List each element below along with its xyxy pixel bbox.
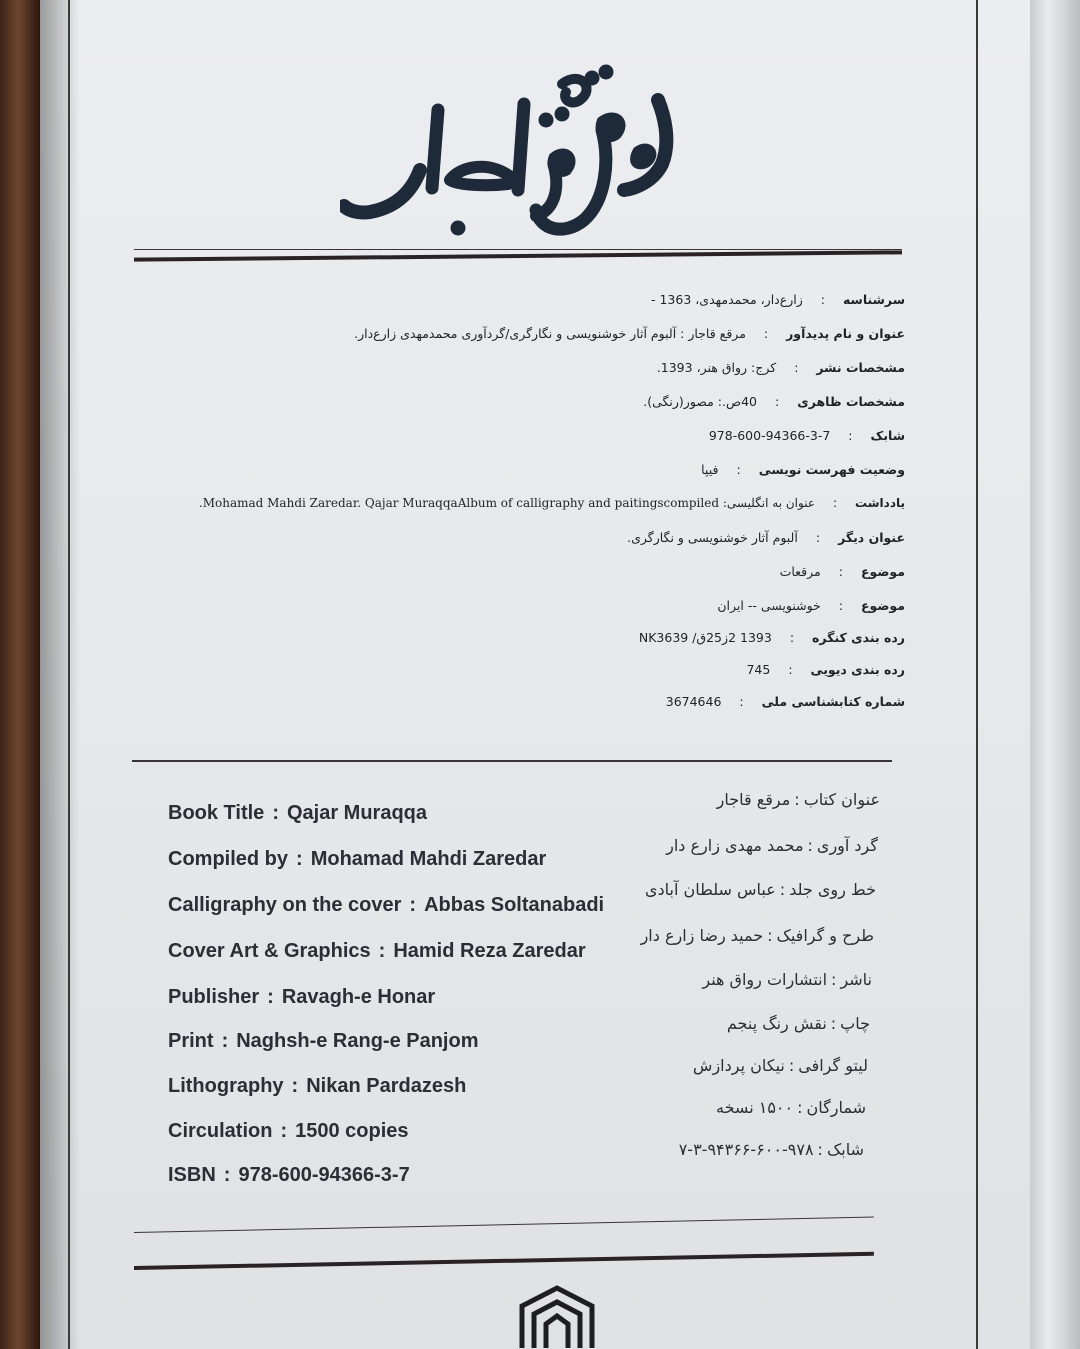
credit-fa-row (566, 1098, 866, 1117)
cip-label: موضوع (860, 564, 905, 579)
credit-sep: : (830, 1014, 837, 1033)
cip-row (701, 462, 905, 477)
credit-en-label: Calligraphy on the cover (168, 894, 402, 916)
cip-value: 3674646 (665, 694, 722, 709)
credit-en-label: Lithography (168, 1075, 284, 1097)
cip-label: عنوان دیگر (838, 530, 905, 545)
credit-sep: : (296, 848, 303, 870)
credit-fa-row (564, 1140, 864, 1159)
cip-label: وضعیت فهرست نویسی (758, 462, 905, 477)
credit-en-label: Compiled by (168, 848, 289, 870)
cip-row (717, 598, 905, 613)
cip-label: رده بندی دیویی (810, 662, 905, 677)
credit-fa-value: محمد مهدی زارع دار (666, 836, 804, 855)
credit-fa-value: ۹۷۸-۶۰۰-۹۴۳۶۶-۳-۷ (678, 1140, 814, 1159)
credit-en-label: Book Title (168, 802, 265, 824)
credit-en-value: Hamid Reza Zaredar (393, 940, 586, 962)
arch-logo-icon (518, 1284, 596, 1349)
cip-sep: : (848, 428, 853, 443)
cip-value: آلبوم آثار خوشنویسی و نگارگری. (627, 530, 798, 545)
credit-sep: : (378, 940, 386, 962)
credit-en-value: 1500 copies (295, 1120, 409, 1142)
cip-sep: : (789, 630, 795, 645)
credit-sep: : (817, 1140, 823, 1159)
credit-sep: : (267, 986, 274, 1008)
cip-value: عنوان به انگلیسی: Mohamad Mahdi Zaredar. Qajar MuraqqaAlbum of calligraphy and paitingscompiled. (198, 496, 815, 510)
credit-sep: : (767, 926, 773, 945)
credit-fa-label: گرد آوری (816, 836, 878, 855)
book-page (40, 0, 1030, 1349)
cip-value: فیپا (701, 462, 719, 477)
cip-value: 978-600-94366-3-7 (708, 428, 831, 443)
credit-fa-value: انتشارات رواق هنر (702, 970, 828, 989)
credit-fa-label: طرح و گرافیک (776, 926, 874, 945)
cip-label: رده بندی کنگره (812, 630, 905, 645)
credit-fa-label: شابک (826, 1140, 864, 1159)
page-border-left (68, 0, 70, 1349)
credit-fa-row (576, 880, 876, 899)
credit-fa-label: عنوان کتاب (803, 790, 880, 809)
cip-sep: : (838, 564, 843, 579)
credit-en-row (168, 1075, 648, 1098)
cip-sep: : (763, 326, 769, 341)
credit-sep: : (291, 1075, 299, 1097)
cip-label: مشخصات ظاهری (797, 394, 905, 409)
cip-label: موضوع (860, 598, 905, 613)
credit-en-row (168, 802, 648, 825)
gutter-shadow (40, 0, 80, 1349)
credit-sep: : (221, 1030, 229, 1052)
cip-row (709, 428, 905, 443)
credit-fa-value: نقش رنگ پنجم (726, 1014, 827, 1033)
cip-row (780, 564, 905, 579)
credit-en-value: Abbas Soltanabadi (424, 894, 605, 916)
credit-sep: : (807, 836, 813, 855)
cip-row (657, 360, 905, 375)
credit-sep: : (794, 790, 800, 809)
title-rule-thick (134, 250, 902, 261)
section-rule (132, 760, 892, 762)
credit-sep: : (272, 802, 279, 824)
cip-value: 745 (746, 662, 771, 677)
cip-label: شابک (870, 428, 905, 443)
cip-value: خوشنویسی -- ایران (717, 598, 821, 613)
cip-row (643, 394, 905, 409)
credit-en-value: Nikan Pardazesh (306, 1075, 467, 1097)
cip-label: سرشناسه (842, 292, 905, 307)
cip-sep: : (736, 462, 741, 477)
credit-fa-label: شمارگان (806, 1098, 866, 1117)
cip-value: مرقعات (779, 564, 821, 579)
credit-en-value: Mohamad Mahdi Zaredar (310, 848, 547, 870)
credit-en-value: Naghsh-e Rang-e Panjom (236, 1030, 479, 1052)
credit-fa-row (580, 790, 880, 809)
credit-en-value: Ravagh-e Honar (281, 986, 436, 1008)
cip-value: 1393 2ز25ق/ NK3639 (638, 630, 772, 645)
title-rule-thin (134, 249, 902, 250)
cip-sep: : (838, 598, 843, 613)
cip-sep: : (833, 496, 838, 510)
credit-en-label: Publisher (168, 986, 260, 1008)
credit-en-label: Circulation (168, 1120, 273, 1142)
credit-fa-row (574, 926, 874, 945)
credit-fa-row (572, 970, 872, 989)
cip-label: عنوان و نام پدیدآور (786, 326, 905, 341)
credit-fa-label: ناشر (840, 970, 872, 989)
credit-en-label: ISBN (168, 1164, 216, 1186)
credit-fa-value: مرقع قاجار (716, 790, 791, 809)
credit-en-value: 978-600-94366-3-7 (238, 1164, 410, 1186)
cip-value: مرقع قاجار : آلبوم آثار خوشنویسی و نگارگری/گردآوری محمدمهدی زارع‌دار. (354, 326, 746, 341)
credit-sep: : (223, 1164, 231, 1186)
cip-sep: : (815, 530, 821, 545)
credit-en-value: Qajar Muraqqa (286, 802, 428, 824)
credit-fa-value: نیکان پردازش (692, 1056, 785, 1075)
credit-en-row (168, 986, 648, 1009)
credit-fa-value: ۱۵۰۰ نسخه (716, 1098, 794, 1117)
cip-label: شماره کتابشناسی ملی (761, 694, 905, 709)
credit-fa-value: عباس سلطان آبادی (644, 880, 776, 899)
credit-en-row (168, 1164, 648, 1187)
cip-label: مشخصات نشر (816, 360, 905, 375)
cip-sep: : (788, 662, 793, 677)
credit-fa-row (570, 1014, 870, 1033)
cip-label: یادداشت (855, 496, 905, 510)
cip-value: 40ص.: مصور(رنگی). (643, 394, 758, 409)
credit-sep: : (409, 894, 417, 916)
credit-fa-value: حمید رضا زارع دار (640, 926, 764, 945)
cip-row (639, 630, 905, 645)
credit-en-label: Print (168, 1030, 214, 1052)
cip-row (354, 326, 905, 341)
cip-sep: : (794, 360, 799, 375)
cip-value: کرج: رواق هنر، 1393. (656, 360, 777, 375)
page-stack-edge (1030, 0, 1080, 1349)
bottom-rule-thick (134, 1252, 874, 1270)
cip-sep: : (820, 292, 825, 307)
cip-value: زارع‌دار، محمدمهدی، 1363 - (651, 292, 803, 307)
credit-sep: : (779, 880, 786, 899)
credit-en-row (168, 848, 648, 871)
cip-row (199, 496, 905, 510)
credit-fa-label: لیتو گرافی (798, 1056, 868, 1075)
cip-sep: : (739, 694, 744, 709)
page-border-right (976, 0, 978, 1349)
credit-sep: : (280, 1120, 288, 1142)
cip-row (627, 530, 905, 545)
cip-row (651, 292, 905, 307)
cip-row (666, 694, 905, 709)
credit-sep: : (788, 1056, 795, 1075)
credit-fa-label: چاپ (840, 1014, 870, 1033)
cip-sep: : (775, 394, 780, 409)
bottom-rule-thin (134, 1217, 874, 1233)
credit-sep: : (797, 1098, 803, 1117)
credit-fa-row (578, 836, 878, 855)
credit-fa-row (568, 1056, 868, 1075)
calligraphy-title-logo (340, 60, 680, 250)
credit-en-label: Cover Art & Graphics (168, 940, 371, 962)
credit-fa-label: خط روی جلد (789, 880, 876, 899)
book-spine (0, 0, 40, 1349)
credit-sep: : (831, 970, 837, 989)
cip-row (746, 662, 905, 677)
credit-en-row (168, 1030, 648, 1053)
